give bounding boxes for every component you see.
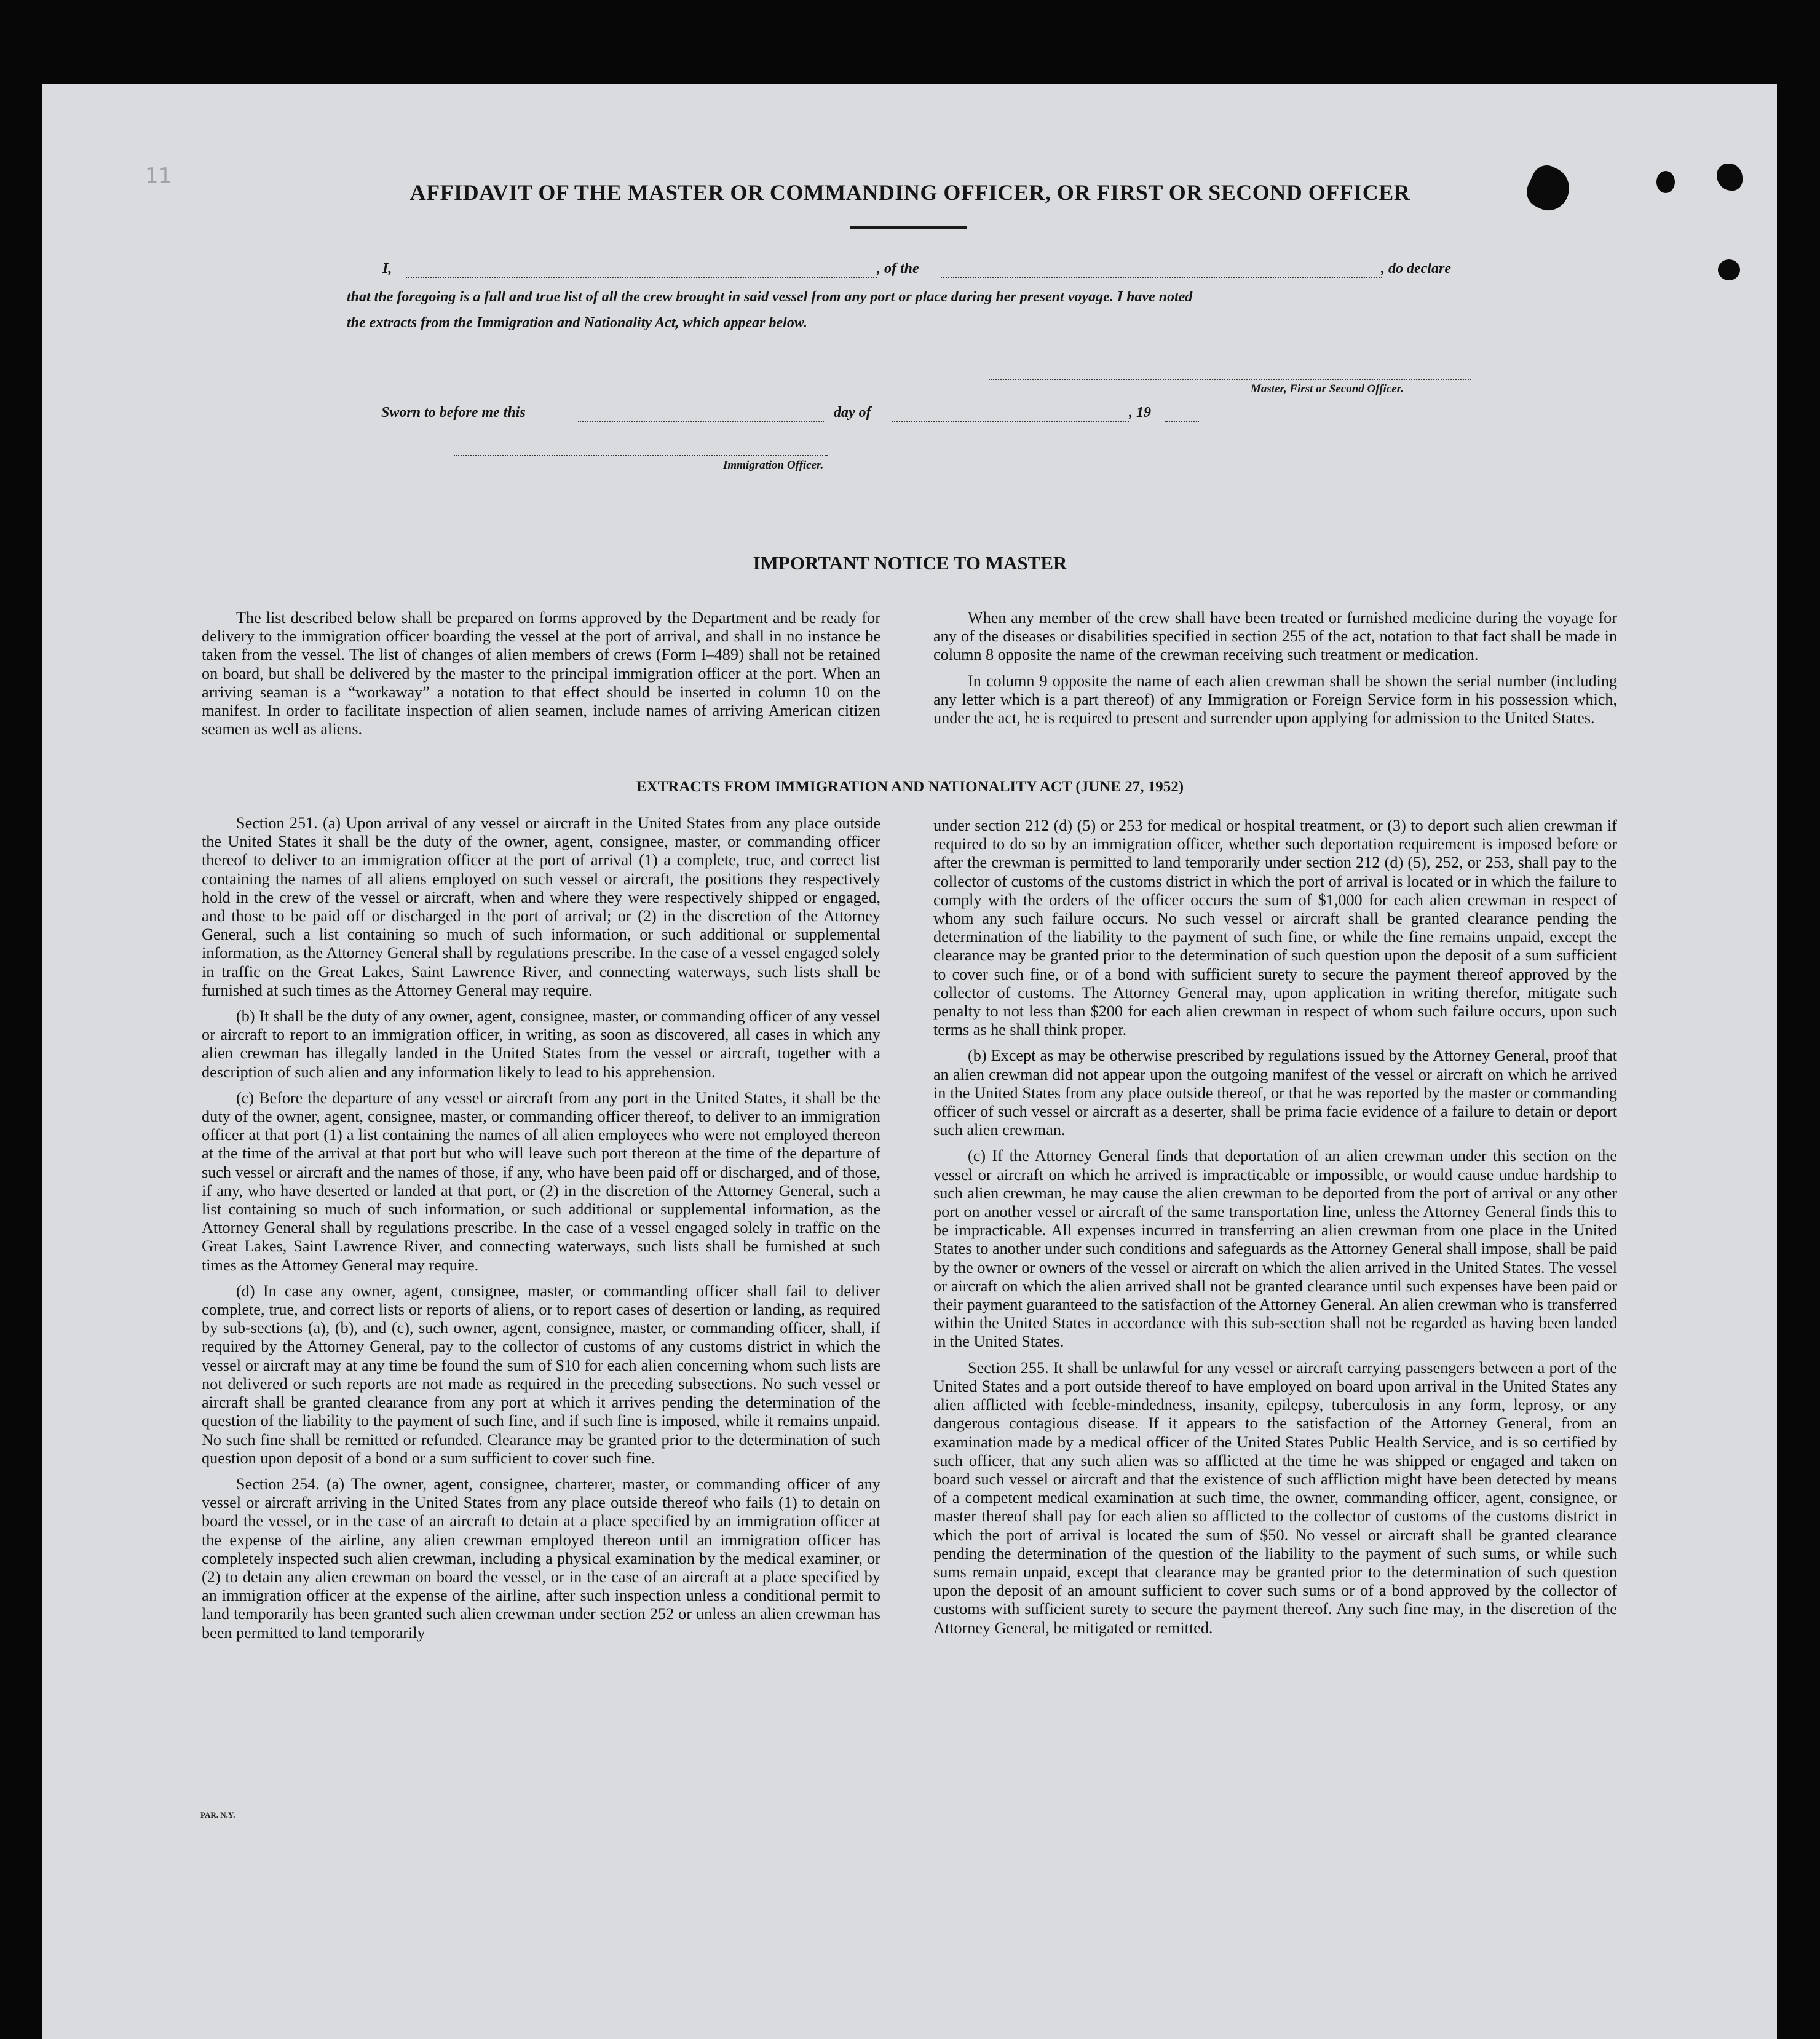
declaration-line-3: the extracts from the Immigration and Nationality Act, which appear below. [347,315,807,331]
declaration-do-declare: , do declare [1381,261,1451,277]
notice-left-column [202,609,880,738]
master-signature-label: Master, First or Second Officer. [1251,382,1404,395]
extracts-left-column [202,814,880,1642]
notice-right-column [933,609,1617,727]
extracts-right-column [933,817,1617,1637]
notice-right-paragraph-2: In column 9 opposite the name of each alien crewman shall be shown the serial number (including any letter which is a part thereof) of any Immigration or Foreign Service form in his possession which, under the act, he is required to present and surrender upon applying for admission to the United States. [933,671,1617,727]
section-251-b: (b) It shall be the duty of any owner, agent, consignee, master, or commanding officer of any vessel or aircraft to report to an immigration officer, in writing, as soon as discovered, all cases in which any alien crewman has illegally landed in the United States from the vessel or aircraft, together with a description of such alien and any information likely to lead to his apprehension. [202,1007,880,1081]
vessel-field[interactable] [941,277,1382,278]
notice-heading: IMPORTANT NOTICE TO MASTER [753,552,1067,574]
officer-signature-label: Immigration Officer. [723,459,824,472]
sworn-month-field[interactable] [892,421,1129,422]
officer-signature-line[interactable] [454,455,828,456]
section-254-b: (b) Except as may be otherwise prescribed by regulations issued by the Attorney General, proof that an alien crewman did not appear upon the outgoing manifest of the vessel or aircraft on which he arrived in the United States from any place outside thereof, or that he was reported by the master or commanding officer of such vessel or aircraft as a deserter, shall be prima facie evidence of a failure to detain or deport such alien crewman. [933,1047,1617,1139]
name-field[interactable] [406,277,877,278]
sworn-year-field[interactable] [1165,421,1199,422]
printer-mark: PAR. N.Y. [200,1810,235,1819]
day-of-text: day of [834,405,871,421]
declaration-of-the: , of the [877,261,919,277]
declaration-line-2: that the foregoing is a full and true list of all the crew brought in said vessel from any port or place during her present voyage. I have noted [347,289,1193,305]
margin-mark: 11 [145,164,172,188]
section-251-a: Section 251. (a) Upon arrival of any vessel or aircraft in the United States from any place outside the United States it shall be the duty of the owner, agent, consignee, master, or commanding officer thereof to deliver to an immigration officer at the port of arrival (1) a complete, true, and correct list containing the names of all aliens employed on such vessel or aircraft, the positions they respectively hold in the crew of the vessel or aircraft, when and where they were respectively shipped or engaged, and those to be paid off or discharged in the port of arrival; or (2) in the discretion of the Attorney General, such a list containing so much of such information, or such additional or supplemental information, as the Attorney General shall by regulations prescribe. In the case of a vessel engaged solely in traffic on the Great Lakes, Saint Lawrence River, and connecting waterways, such lists shall be furnished at such times as the Attorney General may require. [202,814,880,999]
year-prefix-text: , 19 [1129,405,1151,421]
title-underline [850,226,967,229]
declaration-i: I, [382,261,392,277]
section-255: Section 255. It shall be unlawful for any vessel or aircraft carrying passengers between a port of the United States and a port outside thereof to have employed on board upon arrival in the United States any alien afflicted with feeble-mindedness, insanity, epilepsy, tuberculosis in any form, leprosy, or any dangerous contagious disease. If it appears to the satisfaction of the Attorney General, from an examination made by a medical officer of the United States Public Health Service, and is so certified by such officer, that any such alien was so afflicted at the time he was shipped or engaged and taken on board such vessel or aircraft and that the existence of such affliction might have been detected by means of a competent medical examination at such time, the owner, commanding officer, agent, consignee, or master thereof shall pay for each alien so afflicted to the collector of customs of the customs district in which the port of arrival is located the sum of $50. No vessel or aircraft shall be granted clearance pending the determination of the question of the liability to the payment of such sums, or while such sums remain unpaid, except that clearance may be granted prior to the determination of such question upon the deposit of an amount sufficient to cover such sums or of a bond approved by the collector of customs with sufficient surety to secure the payment thereof. Any such fine may, in the discretion of the Attorney General, be mitigated or remitted. [933,1358,1617,1637]
section-251-d: (d) In case any owner, agent, consignee, master, or commanding officer shall fail to deliver complete, true, and correct lists or reports of aliens, or to report cases of desertion or landing, as required by sub-sections (a), (b), and (c), such owner, agent, consignee, master, or commanding officer, shall, if required by the Attorney General, pay to the collector of customs of any customs district in which the vessel or aircraft may at any time be found the sum of $10 for each alien concerning whom such lists are not delivered or such reports are not made as required in the preceding subsections. No such vessel or aircraft shall be granted clearance from any port at which it arrives pending the determination of the question of the liability to the payment of such fine, and if such fine is imposed, while it remains unpaid. No such fine shall be remitted or refunded. Clearance may be granted prior to the determination of such question upon deposit of a bond or a sum sufficient to cover such fine. [202,1281,880,1467]
master-signature-line[interactable] [989,379,1471,380]
ink-blot [1718,259,1740,280]
notice-left-paragraph: The list described below shall be prepared on forms approved by the Department and be ready for delivery to the immigration officer boarding the vessel at the port of arrival, and shall in no instance be taken from the vessel. The list of changes of alien members of crews (Form I–489) shall not be retained on board, but shall be delivered by the master to the principal immigration officer at the port. When an arriving seaman is a “workaway” a notation to that effect should be inserted in column 10 on the manifest. In order to facilitate inspection of alien seamen, include names of arriving American citizen seamen as well as aliens. [202,609,880,738]
sworn-text: Sworn to before me this [381,405,526,421]
extracts-heading: EXTRACTS FROM IMMIGRATION AND NATIONALITY ACT (JUNE 27, 1952) [636,778,1184,795]
section-254-a: Section 254. (a) The owner, agent, consignee, charterer, master, or commanding officer of any vessel or aircraft arriving in the United States from any place outside thereof who fails (1) to detain on board the vessel, or in the case of an aircraft to detain at a place specified by an immigration officer at the expense of the airline, any alien crewman employed thereon until an immigration officer has completely inspected such alien crewman, including a physical examination by the medical examiner, or (2) to detain any alien crewman on board the vessel, or in the case of an aircraft at a place specified by an immigration officer at the expense of the airline, after such inspection unless a conditional permit to land temporarily has been granted such alien crewman under section 252 or unless an alien crewman has been permitted to land temporarily [202,1475,880,1642]
section-254-c: (c) If the Attorney General finds that deportation of an alien crewman under this section on the vessel or aircraft on which he arrived is impracticable or impossible, or would cause undue hardship to such alien crewman, he may cause the alien crewman to be deported from the port of arrival or any other port on another vessel or aircraft of the same transportation line, unless the Attorney General finds this to be impracticable. All expenses incurred in transferring an alien crewman from one place in the United States to another under such conditions and safeguards as the Attorney General shall impose, shall be paid by the owner or owners of the vessel or aircraft on which the alien arrived in the United States. The vessel or aircraft on which the alien arrived shall not be granted clearance until such expenses have been paid or their payment guaranteed to the satisfaction of the Attorney General. An alien crewman who is transferred within the United States in accordance with this sub-section shall not be regarded as having been landed in the United States. [933,1147,1617,1351]
sworn-day-field[interactable] [578,421,824,422]
section-251-c: (c) Before the departure of any vessel or aircraft from any port in the United States, it shall be the duty of the owner, agent, consignee, master, or commanding officer thereof, to deliver to an immigration officer at that port (1) a list containing the names of all alien employees who were not employed thereon at the time of the arrival at that port but who will leave such port thereon at the time of the departure of such vessel or aircraft and the names of those, if any, who have been paid off or discharged, and of those, if any, who have deserted or landed at that port, or (2) in the discretion of the Attorney General, such a list containing so much of such information, or such additional or supplemental information, as the Attorney General shall by regulations prescribe. In the case of a vessel engaged solely in traffic on the Great Lakes, Saint Lawrence River, and connecting waterways, such lists shall be furnished at such times as the Attorney General may require. [202,1088,880,1274]
section-254-a-continued: under section 212 (d) (5) or 253 for medical or hospital treatment, or (3) to deport such alien crewman if required to do so by an immigration officer, whether such deportation requirement is imposed before or after the crewman is permitted to land temporarily under section 212 (d) (5), 252, or 253, shall pay to the collector of customs of the customs district in which the port of arrival is located or in which the failure to comply with the orders of the officer occurs the sum of $1,000 for each alien crewman in respect of whom any such failure occurs. No such vessel or aircraft shall be granted clearance pending the determination of the liability to the payment of such fine, or while the fine remains unpaid, except the clearance may be granted prior to the determination of such question upon the deposit of a sum sufficient to cover such fine, or of a bond with sufficient surety to secure the payment thereof approved by the collector of customs. The Attorney General may, upon application in writing therefor, mitigate such penalty to not less than $200 for each alien crewman in respect of whom such failure occurs, upon such terms as he shall think proper. [933,817,1617,1039]
affidavit-title: AFFIDAVIT OF THE MASTER OR COMMANDING OFFICER, OR FIRST OR SECOND OFFICER [410,180,1410,205]
notice-right-paragraph-1: When any member of the crew shall have been treated or furnished medicine during the voyage for any of the diseases or disabilities specified in section 255 of the act, notation to that fact shall be made in column 8 opposite the name of the crewman receiving such treatment or medication. [933,609,1617,664]
